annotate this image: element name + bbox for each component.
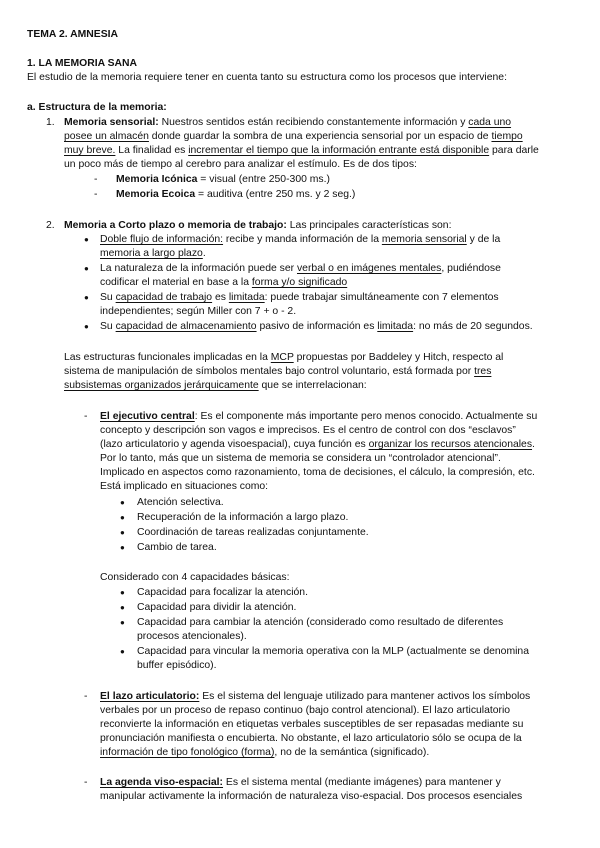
list-item: Su capacidad de almacenamiento pasivo de información es limitada: no más de 20 segundos. bbox=[100, 321, 533, 332]
paragraph-line: El lazo articulatorio: Es el sistema del lenguaje utilizado para mantener activos los símbolos bbox=[100, 691, 531, 702]
paragraph-line: verbales por un proceso de repaso continuo (bajo control atencional). El lazo articulatorio bbox=[100, 705, 511, 716]
paragraph-line: información de tipo fonológico (forma), no de la semántica (significado). bbox=[100, 747, 430, 758]
list-item: buffer episódico). bbox=[137, 660, 217, 671]
dash-bullet: - bbox=[94, 189, 98, 200]
list-item: Memoria Ecoica = auditiva (entre 250 ms. y 2 seg.) bbox=[116, 189, 356, 200]
bullet-dot: ● bbox=[120, 498, 125, 507]
list-item: La naturaleza de la información puede ser verbal o en imágenes mentales, pudiéndose bbox=[100, 263, 501, 274]
paragraph-line: concepto y descripción son vagos e imprecisos. Es el centro de control con dos “esclavos” bbox=[100, 425, 516, 436]
list-item: procesos atencionales). bbox=[137, 631, 247, 642]
bullet-dot: ● bbox=[120, 603, 125, 612]
list-item: memoria a largo plazo. bbox=[100, 248, 206, 259]
bullet-dot: ● bbox=[84, 235, 89, 244]
list-number: 1. bbox=[46, 117, 55, 128]
list-item: codificar el material en base a la forma y/o significado bbox=[100, 277, 348, 288]
paragraph-line: La agenda viso-espacial: Es el sistema mental (mediante imágenes) para mantener y bbox=[100, 777, 501, 788]
paragraph-line: Está implicado en situaciones como: bbox=[100, 481, 269, 492]
list-item: Capacidad para dividir la atención. bbox=[137, 602, 297, 613]
bullet-dot: ● bbox=[120, 528, 125, 537]
list-item: Atención selectiva. bbox=[137, 497, 224, 508]
list-item: Capacidad para vincular la memoria operativa con la MLP (actualmente se denomina bbox=[137, 646, 529, 657]
list-item: Su capacidad de trabajo es limitada: puede trabajar simultáneamente con 7 elementos bbox=[100, 292, 499, 303]
bullet-dot: ● bbox=[84, 293, 89, 302]
paragraph-line: subsistemas organizados jerárquicamente que se interrelacionan: bbox=[64, 380, 367, 391]
paragraph-line: Considerado con 4 capacidades básicas: bbox=[100, 572, 290, 583]
list-item: Cambio de tarea. bbox=[137, 542, 217, 553]
paragraph-line: sistema de manipulación de símbolos mentales bajo control voluntario, está formada por tres bbox=[64, 366, 492, 377]
paragraph-line: Las estructuras funcionales implicadas en la MCP propuestas por Baddeley y Hitch, respecto al bbox=[64, 352, 504, 363]
paragraph-line: Memoria a Corto plazo o memoria de trabajo: Las principales características son: bbox=[64, 220, 452, 231]
paragraph-line: (lazo articulatorio y agenda visoespacial), cuya función es organizar los recursos atencionales. bbox=[100, 439, 535, 450]
bullet-dot: ● bbox=[120, 513, 125, 522]
bullet-dot: ● bbox=[84, 264, 89, 273]
list-item: independientes; según Miller con 7 + o - 2. bbox=[100, 306, 297, 317]
bullet-dot: ● bbox=[120, 588, 125, 597]
dash-bullet: - bbox=[94, 174, 98, 185]
list-number: 2. bbox=[46, 220, 55, 231]
section-heading: 1. LA MEMORIA SANA bbox=[27, 58, 138, 69]
paragraph-line: Memoria sensorial: Nuestros sentidos están recibiendo constantemente información y cada uno bbox=[64, 117, 512, 128]
paragraph-line: Por lo tanto, más que un sistema de memoria se considera un “controlador atencional”. bbox=[100, 453, 501, 464]
paragraph-line: Implicado en aspectos como razonamiento, toma de decisiones, el cálculo, la compresión, etc. bbox=[100, 467, 535, 478]
list-item: Capacidad para cambiar la atención (considerado como resultado de diferentes bbox=[137, 617, 504, 628]
paragraph-line: posee un almacén donde guardar la sombra de una experiencia sensorial por un espacio de tiempo bbox=[64, 131, 523, 142]
list-item: Recuperación de la información a largo plazo. bbox=[137, 512, 349, 523]
bullet-dot: ● bbox=[120, 543, 125, 552]
paragraph-line: muy breve. La finalidad es incrementar el tiempo que la información entrante está disponible para darle bbox=[64, 145, 539, 156]
list-item: Memoria Icónica = visual (entre 250-300 ms.) bbox=[116, 174, 330, 185]
dash-bullet: - bbox=[84, 777, 88, 788]
dash-bullet: - bbox=[84, 411, 88, 422]
paragraph-line: reconvierte la información en etiquetas verbales susceptibles de ser repasadas mediante su bbox=[100, 719, 524, 730]
list-item: Doble flujo de información: recibe y manda información de la memoria sensorial y de la bbox=[100, 234, 501, 245]
bullet-dot: ● bbox=[120, 618, 125, 627]
paragraph-line: pronunciación manifiesta o encubierta. No obstante, el lazo articulatorio sólo se ocupa de la bbox=[100, 733, 522, 744]
paragraph-line: un poco más de tiempo al cerebro para analizar el estímulo. Es de dos tipos: bbox=[64, 159, 417, 170]
subsection-heading: a. Estructura de la memoria: bbox=[27, 102, 167, 113]
list-item: Coordinación de tareas realizadas conjuntamente. bbox=[137, 527, 369, 538]
bullet-dot: ● bbox=[120, 647, 125, 656]
paragraph-line: El ejecutivo central: Es el componente más importante pero menos conocido. Actualmente su bbox=[100, 411, 538, 422]
doc-title: TEMA 2. AMNESIA bbox=[27, 29, 119, 40]
dash-bullet: - bbox=[84, 691, 88, 702]
section-intro: El estudio de la memoria requiere tener en cuenta tanto su estructura como los procesos que interviene: bbox=[27, 72, 507, 83]
list-item: Capacidad para focalizar la atención. bbox=[137, 587, 308, 598]
bullet-dot: ● bbox=[84, 322, 89, 331]
paragraph-line: manipular activamente la información de naturaleza viso-espacial. Dos procesos esenciales bbox=[100, 791, 523, 802]
